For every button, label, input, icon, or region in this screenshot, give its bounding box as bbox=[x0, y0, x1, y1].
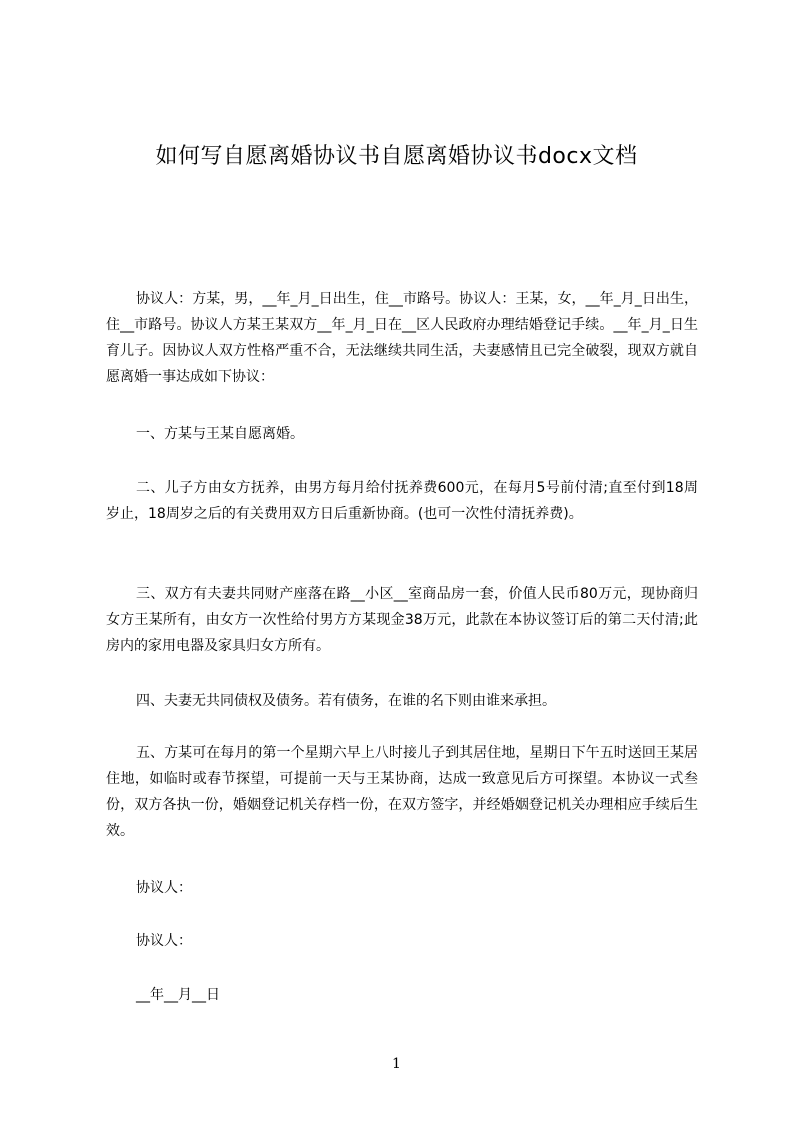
signature-party-1: 协议人： bbox=[136, 880, 192, 896]
paragraph-clause-5: 五、方某可在每月的第一个星期六早上八时接儿子到其居住地，星期日下午五时送回王某居住地，如临时或春节探望，可提前一天与王某协商，达成一致意见后方可探望。本协议一式叁份，双方各执一份，婚姻登记机关存档一份，在双方签字，并经婚姻登记机关办理相应手续后生效。 bbox=[106, 745, 698, 839]
page-number: 1 bbox=[392, 1056, 401, 1072]
paragraph-clause-3: 三、双方有夫妻共同财产座落在路__小区__室商品房一套，价值人民币80万元，现协商归女方王某所有，由女方一次性给付男方方某现金38万元，此款在本协议签订后的第二天付清;此房内的家用电器及家具归女方所有。 bbox=[106, 586, 698, 654]
paragraph-clause-4: 四、夫妻无共同债权及债务。若有债务，在谁的名下则由谁来承担。 bbox=[136, 693, 556, 709]
document-title: 如何写自愿离婚协议书自愿离婚协议书docx文档 bbox=[155, 144, 638, 169]
paragraph-parties: 协议人：方某，男，__年_月_日出生，住__市路号。协议人：王某，女，__年_月_日出生，住__市路号。协议人方某王某双方__年_月_日在__区人民政府办理结婚登记手续。__年_月_日生育儿子。因协议人双方性格严重不合，无法继续共同生活，夫妻感情且已完全破裂，现双方就自愿离婚一事达成如下协议： bbox=[106, 291, 698, 385]
paragraph-clause-2: 二、儿子方由女方抚养，由男方每月给付抚养费600元，在每月5号前付清;直至付到18周岁止，18周岁之后的有关费用双方日后重新协商。(也可一次性付清抚养费)。 bbox=[106, 480, 698, 522]
paragraph-clause-1: 一、方某与王某自愿离婚。 bbox=[136, 426, 304, 442]
signature-date: __年__月__日 bbox=[136, 987, 220, 1003]
signature-party-2: 协议人： bbox=[136, 933, 192, 949]
